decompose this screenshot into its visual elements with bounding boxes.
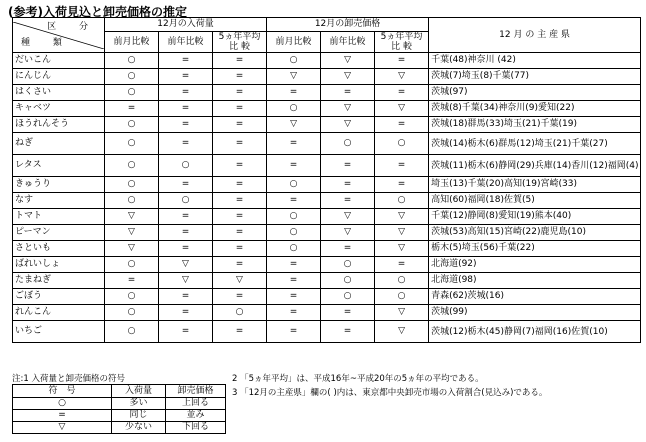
symbol-cell-a3: =: [213, 101, 267, 117]
legend-meaning: 同じ: [112, 410, 166, 422]
main-pref-cell: 茨城(12)栃木(45)静岡(7)福岡(16)佐賀(10): [429, 321, 641, 343]
symbol-cell-a2: =: [159, 209, 213, 225]
symbol-cell-a2: =: [159, 225, 213, 241]
symbol-cell-p1: ▽: [267, 117, 321, 133]
vegetable-name: はくさい: [13, 85, 105, 101]
symbol-cell-p3: ○: [375, 289, 429, 305]
symbol-cell-a2: =: [159, 321, 213, 343]
vegetable-name: なす: [13, 193, 105, 209]
legend-meaning: 上回る: [166, 398, 226, 410]
symbol-cell-p1: ○: [267, 225, 321, 241]
vegetable-name: トマト: [13, 209, 105, 225]
symbol-cell-p3: ▽: [375, 321, 429, 343]
symbol-cell-p1: =: [267, 289, 321, 305]
symbol-cell-a2: ○: [159, 155, 213, 177]
symbol-cell-p3: ○: [375, 133, 429, 155]
symbol-cell-a3: =: [213, 225, 267, 241]
symbol-cell-p2: ○: [321, 257, 375, 273]
table-row: [13, 321, 641, 343]
symbol-cell-p2: =: [321, 193, 375, 209]
symbol-cell-p1: =: [267, 305, 321, 321]
main-pref-cell: 茨城(14)栃木(6)群馬(12)埼玉(21)千葉(27): [429, 133, 641, 155]
symbol-cell-a3: =: [213, 85, 267, 101]
table-row: [13, 193, 641, 209]
symbol-cell-p1: ○: [267, 241, 321, 257]
shumoku-label: 種 類: [21, 37, 72, 48]
symbol-cell-p3: ○: [375, 273, 429, 289]
prices-header: 12月の卸売価格: [267, 18, 429, 32]
legend-header: 卸売価格: [166, 385, 226, 398]
symbol-cell-p2: =: [321, 241, 375, 257]
page-title: (参考)入荷見込と卸売価格の推定: [8, 5, 187, 19]
symbol-cell-a3: =: [213, 69, 267, 85]
symbol-cell-p3: =: [375, 155, 429, 177]
table-row: [13, 53, 641, 69]
symbol-cell-a3: =: [213, 193, 267, 209]
symbol-cell-a3: =: [213, 155, 267, 177]
main-pref-cell: 千葉(12)静岡(8)愛知(19)熊本(40): [429, 209, 641, 225]
table-row: [13, 133, 641, 155]
table-row: [13, 209, 641, 225]
symbol-cell-a2: =: [159, 289, 213, 305]
symbol-cell-a1: ○: [105, 69, 159, 85]
main-pref-cell: 千葉(48)神奈川 (42): [429, 53, 641, 69]
symbol-cell-a1: ○: [105, 117, 159, 133]
table-row: [13, 101, 641, 117]
forecast-table: [12, 17, 641, 343]
legend-row: [13, 398, 226, 410]
symbol-cell-p3: ▽: [375, 209, 429, 225]
legend-meaning: 下回る: [166, 422, 226, 434]
main-pref-cell: 高知(60)福岡(18)佐賀(5): [429, 193, 641, 209]
symbol-cell-a1: =: [105, 273, 159, 289]
symbol-cell-p1: =: [267, 321, 321, 343]
symbol-cell-a1: ○: [105, 85, 159, 101]
table-row: [13, 225, 641, 241]
legend-row: [13, 422, 226, 434]
symbol-cell-p3: ▽: [375, 101, 429, 117]
symbol-cell-a3: =: [213, 117, 267, 133]
symbol-cell-a3: =: [213, 53, 267, 69]
main-pref-cell: 茨城(18)群馬(33)埼玉(21)千葉(19): [429, 117, 641, 133]
symbol-cell-p2: ○: [321, 273, 375, 289]
symbol-cell-p2: ▽: [321, 69, 375, 85]
legend-meaning: 並み: [166, 410, 226, 422]
symbol-cell-a2: ▽: [159, 257, 213, 273]
vegetable-name: ほうれんそう: [13, 117, 105, 133]
symbol-cell-a2: =: [159, 101, 213, 117]
main-pref-cell: 茨城(97): [429, 85, 641, 101]
symbol-cell-a2: =: [159, 305, 213, 321]
vegetable-name: にんじん: [13, 69, 105, 85]
main-pref-cell: 北海道(92): [429, 257, 641, 273]
symbol-cell-a3: =: [213, 289, 267, 305]
main-pref-cell: 茨城(11)栃木(6)静岡(29)兵庫(14)香川(12)福岡(4): [429, 155, 641, 177]
main-pref-cell: 埼玉(13)千葉(20)高知(19)宮崎(33): [429, 177, 641, 193]
symbol-cell-p1: ○: [267, 53, 321, 69]
symbol-cell-p1: ○: [267, 209, 321, 225]
symbol-cell-p3: ▽: [375, 69, 429, 85]
symbol-cell-a2: =: [159, 241, 213, 257]
symbol-cell-a2: =: [159, 85, 213, 101]
legend-meaning: 少ない: [112, 422, 166, 434]
symbol-cell-p1: ▽: [267, 69, 321, 85]
table-row: [13, 85, 641, 101]
table-row: [13, 155, 641, 177]
symbol-cell-p1: ○: [267, 177, 321, 193]
symbol-cell-a1: ▽: [105, 225, 159, 241]
symbol-cell-a2: =: [159, 69, 213, 85]
symbol-cell-p3: ○: [375, 193, 429, 209]
symbol-cell-p3: =: [375, 117, 429, 133]
symbol-cell-a2: =: [159, 53, 213, 69]
symbol-cell-p1: ○: [267, 101, 321, 117]
symbol-cell-a1: ▽: [105, 209, 159, 225]
table-row: [13, 273, 641, 289]
arr-prev-month-header: 前月比較: [105, 32, 159, 53]
symbol-cell-a1: ○: [105, 257, 159, 273]
kubun-label: 区 分: [47, 21, 98, 32]
vegetable-name: キャベツ: [13, 101, 105, 117]
vegetable-name: いちご: [13, 321, 105, 343]
symbol-cell-p2: =: [321, 321, 375, 343]
symbol-cell-a1: ○: [105, 53, 159, 69]
table-row: [13, 257, 641, 273]
symbol-cell-a1: ○: [105, 193, 159, 209]
header-row-1: [13, 18, 641, 32]
legend-header-row: [13, 385, 226, 398]
table-row: [13, 177, 641, 193]
symbol-cell-p1: =: [267, 273, 321, 289]
symbol-cell-p2: =: [321, 305, 375, 321]
main-pref-cell: 茨城(7)埼玉(8)千葉(77): [429, 69, 641, 85]
main-pref-cell: 北海道(98): [429, 273, 641, 289]
main-pref-cell: 茨城(99): [429, 305, 641, 321]
symbol-cell-p1: =: [267, 85, 321, 101]
symbol-cell-a2: ○: [159, 193, 213, 209]
symbol-cell-p3: ▽: [375, 305, 429, 321]
symbol-cell-p2: =: [321, 85, 375, 101]
table-row: [13, 289, 641, 305]
table-body: [13, 18, 641, 343]
symbol-cell-a3: ○: [213, 305, 267, 321]
price-prev-month-header: 前月比較: [267, 32, 321, 53]
symbol-cell-p2: ▽: [321, 101, 375, 117]
legend-symbol: ▽: [13, 422, 112, 434]
price-prev-year-header: 前年比較: [321, 32, 375, 53]
symbol-cell-p2: =: [321, 155, 375, 177]
symbol-cell-a2: =: [159, 133, 213, 155]
symbol-cell-p3: ▽: [375, 241, 429, 257]
symbol-cell-a2: ▽: [159, 273, 213, 289]
table-row: [13, 117, 641, 133]
symbol-cell-a1: =: [105, 101, 159, 117]
symbol-cell-a3: =: [213, 321, 267, 343]
symbol-cell-a3: =: [213, 241, 267, 257]
vegetable-name: ばれいしょ: [13, 257, 105, 273]
symbol-cell-p1: =: [267, 193, 321, 209]
vegetable-name: ピーマン: [13, 225, 105, 241]
price-avg5-header: 5ヵ年平均 比 較: [375, 32, 429, 53]
main-pref-cell: 茨城(8)千葉(34)神奈川(9)愛知(22): [429, 101, 641, 117]
legend-row: [13, 410, 226, 422]
note-3: 3 「12月の主産県」欄の( )内は、東京都中央卸売市場の入荷割合(見込み)である。: [232, 388, 548, 398]
symbol-cell-a3: =: [213, 209, 267, 225]
symbol-cell-a2: =: [159, 117, 213, 133]
symbol-cell-p2: ▽: [321, 225, 375, 241]
symbol-cell-p2: ▽: [321, 209, 375, 225]
symbol-cell-a1: ○: [105, 321, 159, 343]
legend-body: [13, 385, 226, 434]
symbol-cell-p2: ○: [321, 289, 375, 305]
note-1: 注:1 入荷量と卸売価格の符号: [12, 374, 125, 384]
legend-symbol: ○: [13, 398, 112, 410]
symbol-cell-a3: =: [213, 133, 267, 155]
vegetable-name: だいこん: [13, 53, 105, 69]
vegetable-name: ごぼう: [13, 289, 105, 305]
symbol-cell-a1: ○: [105, 305, 159, 321]
table-row: [13, 241, 641, 257]
symbol-cell-p1: =: [267, 155, 321, 177]
legend-table: [12, 384, 226, 434]
table-row: [13, 305, 641, 321]
vegetable-name: さといも: [13, 241, 105, 257]
symbol-cell-a3: =: [213, 177, 267, 193]
note-2: 2 「5ヵ年平均」は、平成16年~平成20年の5ヵ年の平均である。: [232, 374, 484, 384]
legend-symbol: =: [13, 410, 112, 422]
legend-header: 入荷量: [112, 385, 166, 398]
symbol-cell-p3: =: [375, 257, 429, 273]
symbol-cell-p3: =: [375, 85, 429, 101]
main-pref-cell: 青森(62)茨城(16): [429, 289, 641, 305]
vegetable-name: たまねぎ: [13, 273, 105, 289]
main-pref-cell: 栃木(5)埼玉(56)千葉(22): [429, 241, 641, 257]
symbol-cell-p2: ▽: [321, 53, 375, 69]
main-pref-header: 12 月 の 主 産 県: [429, 18, 641, 53]
symbol-cell-p3: ▽: [375, 225, 429, 241]
table-row: [13, 69, 641, 85]
arr-prev-year-header: 前年比較: [159, 32, 213, 53]
main-pref-cell: 茨城(53)高知(15)宮崎(22)鹿児島(10): [429, 225, 641, 241]
symbol-cell-a1: ○: [105, 177, 159, 193]
symbol-cell-a1: ○: [105, 155, 159, 177]
symbol-cell-a3: =: [213, 257, 267, 273]
symbol-cell-p1: =: [267, 257, 321, 273]
symbol-cell-a1: ○: [105, 133, 159, 155]
symbol-cell-p2: ▽: [321, 117, 375, 133]
symbol-cell-p3: =: [375, 53, 429, 69]
symbol-cell-a1: ▽: [105, 241, 159, 257]
arrivals-header: 12月の入荷量: [105, 18, 267, 32]
kubun-cell: [13, 18, 105, 53]
symbol-cell-a3: ▽: [213, 273, 267, 289]
symbol-cell-p1: =: [267, 133, 321, 155]
symbol-cell-a2: =: [159, 177, 213, 193]
symbol-cell-p2: ○: [321, 133, 375, 155]
vegetable-name: きゅうり: [13, 177, 105, 193]
legend-meaning: 多い: [112, 398, 166, 410]
legend-header: 符 号: [13, 385, 112, 398]
vegetable-name: れんこん: [13, 305, 105, 321]
symbol-cell-p2: =: [321, 177, 375, 193]
vegetable-name: レタス: [13, 155, 105, 177]
symbol-cell-p3: =: [375, 177, 429, 193]
vegetable-name: ねぎ: [13, 133, 105, 155]
symbol-cell-a1: ○: [105, 289, 159, 305]
arr-avg5-header: 5ヵ年平均 比 較: [213, 32, 267, 53]
